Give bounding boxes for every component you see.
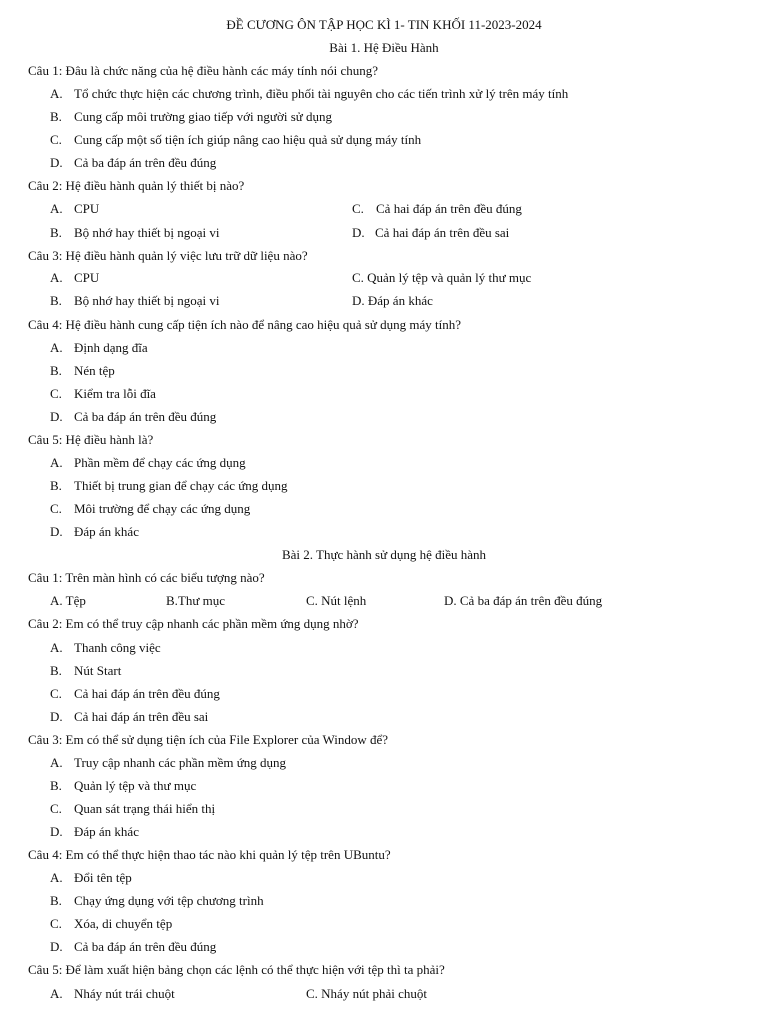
- option-letter: C.: [50, 801, 62, 816]
- option-letter: C.: [50, 501, 62, 516]
- option-text: Nén tệp: [74, 363, 115, 378]
- p1-q4-option-d: [50, 409, 216, 425]
- p2-q1-option-d: D. Cả ba đáp án trên đều đúng: [444, 593, 603, 608]
- option-text: Đổi tên tệp: [74, 870, 132, 885]
- option-letter: D.: [352, 293, 365, 308]
- option-letter: D.: [352, 225, 365, 240]
- option-letter: A.: [50, 870, 63, 885]
- p2-q2-option-d: [50, 709, 208, 725]
- option-text: Cả ba đáp án trên đều đúng: [74, 155, 217, 170]
- option-text: Đáp án khác: [74, 824, 139, 839]
- p2-q2-option-c: [50, 686, 220, 702]
- p2-q2-option-b: [50, 663, 121, 679]
- p1-q1-option-d: [50, 155, 216, 171]
- option-text: Cả hai đáp án trên đều sai: [375, 225, 510, 240]
- option-text: Đáp án khác: [74, 524, 139, 539]
- option-letter: C.: [50, 386, 62, 401]
- option-letter: B.: [50, 478, 62, 493]
- p1-question-1: Câu 1: Đâu là chức năng của hệ điều hành các máy tính nói chung?: [28, 63, 378, 78]
- option-letter: D.: [50, 155, 63, 170]
- p2-q4-option-c: [50, 916, 172, 932]
- option-letter: C.: [352, 270, 364, 285]
- option-letter: A.: [50, 86, 63, 101]
- lesson-1-heading: Bài 1. Hệ Điều Hành: [329, 40, 439, 55]
- option-letter: A.: [50, 986, 63, 1001]
- p1-q2-option-c: [352, 201, 522, 217]
- option-text: Thanh công việc: [74, 640, 161, 655]
- option-text: Quan sát trạng thái hiển thị: [74, 801, 216, 816]
- option-letter: A.: [50, 640, 63, 655]
- option-text: Môi trường để chạy các ứng dụng: [74, 501, 251, 516]
- option-letter: B.: [50, 363, 62, 378]
- option-text: Cả hai đáp án trên đều đúng: [376, 201, 522, 216]
- lesson-2-heading: Bài 2. Thực hành sử dụng hệ điều hành: [281, 547, 487, 562]
- p1-q4-option-a: [50, 340, 148, 356]
- p2-question-3: Câu 3: Em có thể sử dụng tiện ích của File Explorer của Window để?: [28, 732, 389, 747]
- option-text: CPU: [74, 201, 100, 216]
- p2-q4-option-d: [50, 939, 216, 955]
- p2-q4-option-a: [50, 870, 132, 886]
- p2-q4-option-b: [50, 893, 264, 909]
- option-letter: B.: [50, 778, 62, 793]
- option-letter: A.: [50, 270, 63, 285]
- p1-q3-option-d: [352, 293, 433, 309]
- p1-q2-option-d: [352, 225, 509, 241]
- option-text: Tổ chức thực hiện các chương trình, điều phối tài nguyên cho các tiến trình xử lý trên máy tính: [74, 86, 569, 101]
- p1-q1-option-c: [50, 132, 421, 148]
- p2-question-2: Câu 2: Em có thể truy cập nhanh các phần mềm ứng dụng nhờ?: [28, 616, 359, 631]
- option-text: Cả hai đáp án trên đều đúng: [74, 686, 220, 701]
- p2-question-5: Câu 5: Để làm xuất hiện bảng chọn các lệnh có thể thực hiện với tệp thì ta phải?: [28, 962, 445, 977]
- option-text: Quản lý tệp và quản lý thư mục: [367, 270, 532, 285]
- p1-question-5: Câu 5: Hệ điều hành là?: [28, 432, 154, 447]
- option-text: Cả ba đáp án trên đều đúng: [74, 409, 217, 424]
- option-text: Cung cấp một số tiện ích giúp nâng cao hiệu quả sử dụng máy tính: [74, 132, 422, 147]
- p1-question-2: Câu 2: Hệ điều hành quản lý thiết bị nào?: [28, 178, 245, 193]
- option-text: Phần mềm để chạy các ứng dụng: [74, 455, 246, 470]
- option-text: Nháy nút trái chuột: [74, 986, 175, 1001]
- option-text: Định dạng đĩa: [74, 340, 148, 355]
- option-letter: A.: [50, 340, 63, 355]
- p1-q5-option-b: [50, 478, 288, 494]
- option-letter: D.: [50, 524, 63, 539]
- p1-q3-option-b: [50, 293, 220, 309]
- p2-question-1: Câu 1: Trên màn hình có các biểu tượng nào?: [28, 570, 265, 585]
- option-letter: A.: [50, 755, 63, 770]
- option-text: Bộ nhớ hay thiết bị ngoại vi: [74, 225, 220, 240]
- option-text: Đáp án khác: [367, 293, 433, 308]
- p2-q1-option-b: B.Thư mục: [166, 593, 226, 608]
- option-letter: B.: [50, 109, 62, 124]
- option-text: CPU: [74, 270, 100, 285]
- p1-question-3: Câu 3: Hệ điều hành quản lý việc lưu trữ dữ liệu nào?: [28, 248, 308, 263]
- option-letter: B.: [50, 893, 62, 908]
- option-letter: B.: [50, 663, 62, 678]
- option-text: Cả ba đáp án trên đều đúng: [74, 939, 217, 954]
- p2-q1-option-a: A. Tệp: [50, 593, 86, 608]
- option-letter: C.: [352, 201, 364, 216]
- option-letter: C.: [50, 132, 62, 147]
- option-text: Chạy ứng dụng với tệp chương trình: [74, 893, 264, 908]
- p2-q3-option-c: [50, 801, 215, 817]
- option-letter: C.: [50, 686, 62, 701]
- option-letter: C.: [50, 916, 62, 931]
- p2-q1-option-c: C. Nút lệnh: [306, 593, 367, 608]
- option-text: Kiểm tra lỗi đĩa: [74, 386, 156, 401]
- document-title: ĐỀ CƯƠNG ÔN TẬP HỌC KÌ 1- TIN KHỐI 11-2023-2024: [226, 17, 542, 32]
- option-letter: B.: [50, 225, 62, 240]
- option-text: Bộ nhớ hay thiết bị ngoại vi: [74, 293, 220, 308]
- option-letter: D.: [50, 939, 63, 954]
- p2-question-4: Câu 4: Em có thể thực hiện thao tác nào khi quản lý tệp trên UBuntu?: [28, 847, 391, 862]
- option-letter: D.: [50, 409, 63, 424]
- p1-q4-option-b: [50, 363, 115, 379]
- option-letter: A.: [50, 455, 63, 470]
- option-text: Nút Start: [74, 663, 122, 678]
- p2-q5-option-c: C. Nháy nút phải chuột: [306, 986, 427, 1001]
- p1-q5-option-a: [50, 455, 246, 471]
- p1-q4-option-c: [50, 386, 156, 402]
- p1-q2-option-a: [50, 201, 99, 217]
- option-text: Quản lý tệp và thư mục: [74, 778, 197, 793]
- p1-q1-option-b: [50, 109, 332, 125]
- p1-question-4: Câu 4: Hệ điều hành cung cấp tiện ích nào để nâng cao hiệu quả sử dụng máy tính?: [28, 317, 462, 332]
- p1-q3-option-c: [352, 270, 531, 286]
- p2-q5-option-a: [50, 986, 175, 1002]
- p1-q5-option-d: [50, 524, 139, 540]
- p1-q3-option-a: [50, 270, 99, 286]
- option-letter: D.: [50, 824, 63, 839]
- option-text: Cả hai đáp án trên đều sai: [74, 709, 209, 724]
- option-text: Truy cập nhanh các phần mềm ứng dụng: [74, 755, 286, 770]
- option-letter: D.: [50, 709, 63, 724]
- p2-q3-option-b: [50, 778, 196, 794]
- option-text: Thiết bị trung gian để chạy các ứng dụng: [74, 478, 288, 493]
- p2-q2-option-a: [50, 640, 161, 656]
- option-letter: B.: [50, 293, 62, 308]
- p1-q2-option-b: [50, 225, 220, 241]
- p2-q3-option-d: [50, 824, 139, 840]
- p1-q5-option-c: [50, 501, 250, 517]
- p2-q3-option-a: [50, 755, 286, 771]
- option-text: Xóa, di chuyển tệp: [74, 916, 173, 931]
- option-letter: A.: [50, 201, 63, 216]
- option-text: Cung cấp môi trường giao tiếp với người sử dụng: [74, 109, 333, 124]
- p1-q1-option-a: [50, 86, 568, 102]
